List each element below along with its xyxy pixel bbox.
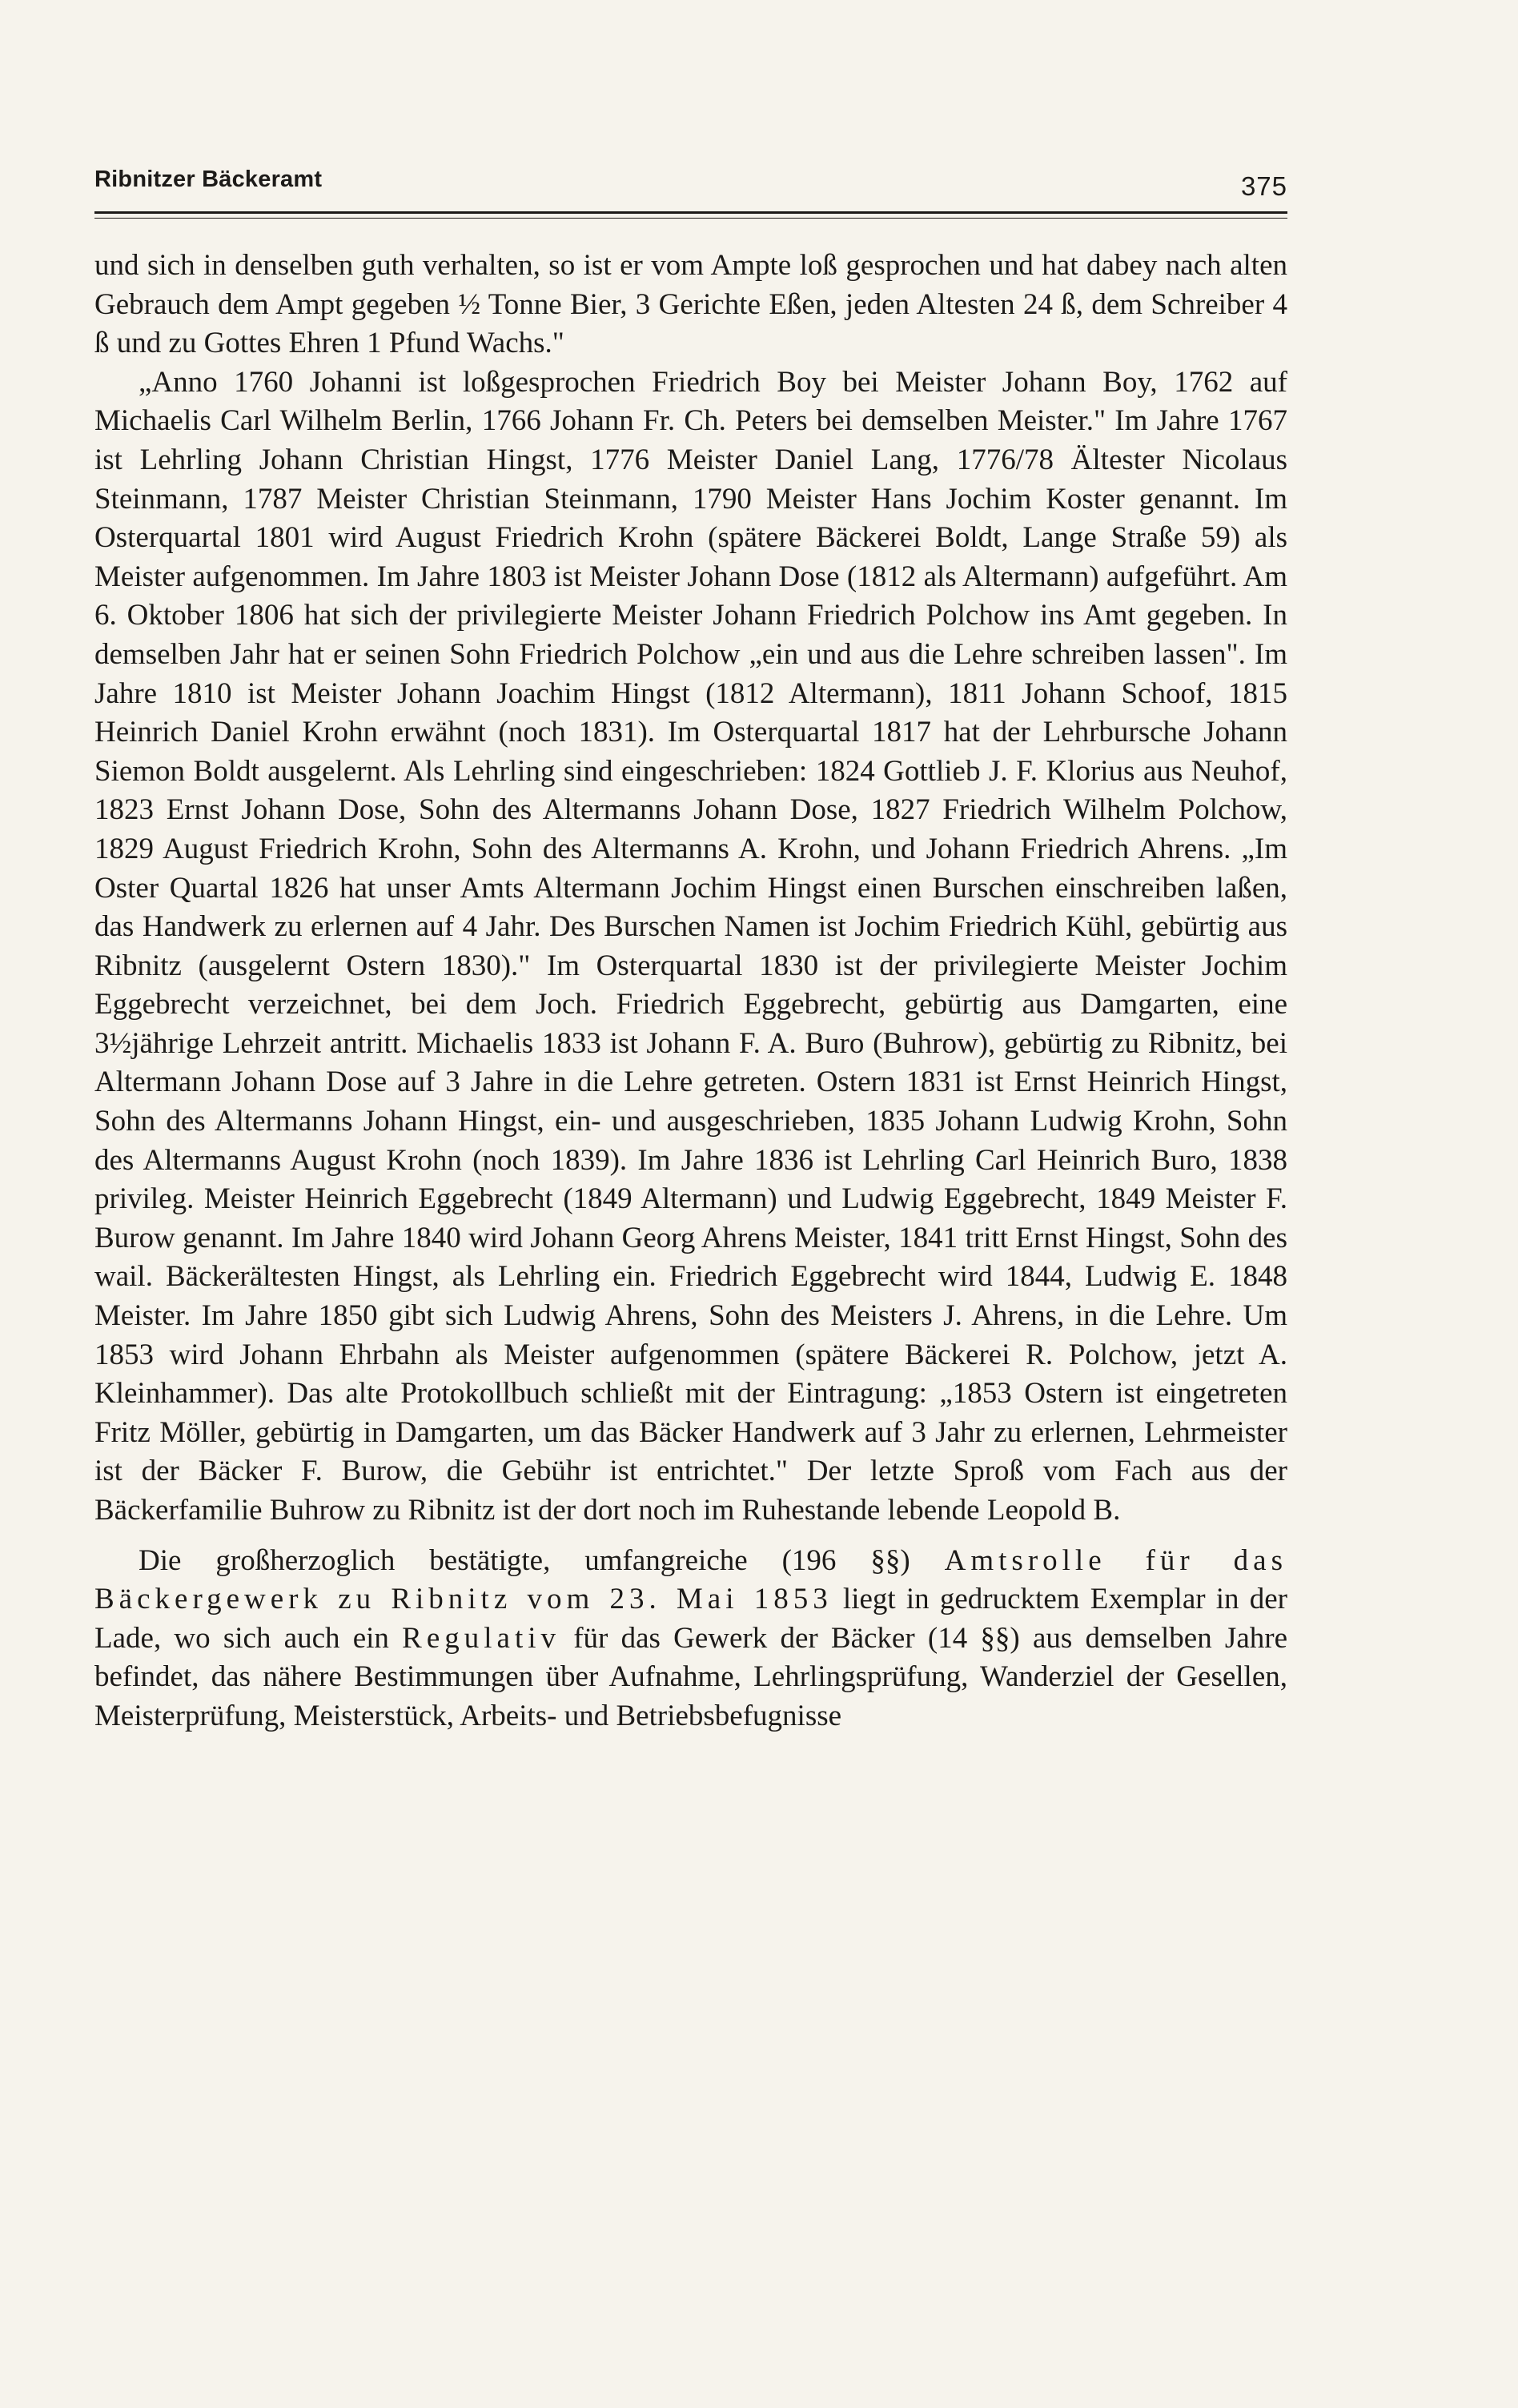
paragraph-3 [94,1542,1287,1736]
paragraph-3-part-1: Die großherzoglich bestätigte, umfangreiche (196 §§) [139,1543,945,1577]
book-page [94,152,1287,1732]
paragraph-2: „Anno 1760 Johanni ist loßgesprochen Friedrich Boy bei Meister Johann Boy, 1762 auf Michaelis Carl Wilhelm Berlin, 1766 Johann Fr. Ch. Peters bei demselben Meister." Im Jahre 1767 ist Lehrling Johann Christian Hingst, 1776 Meister Daniel Lang, 1776/78 Ältester Nicolaus Steinmann, 1787 Meister Christian Steinmann, 1790 Meister Hans Jochim Koster genannt. Im Osterquartal 1801 wird August Friedrich Krohn (spätere Bäckerei Boldt, Lange Straße 59) als Meister aufgenommen. Im Jahre 1803 ist Meister Johann Dose (1812 als Altermann) aufgeführt. Am 6. Oktober 1806 hat sich der privilegierte Meister Johann Friedrich Polchow ins Amt gegeben. In demselben Jahr hat er seinen Sohn Friedrich Polchow „ein und aus die Lehre schreiben lassen". Im Jahre 1810 ist Meister Johann Joachim Hingst (1812 Altermann), 1811 Johann Schoof, 1815 Heinrich Daniel Krohn erwähnt (noch 1831). Im Osterquartal 1817 hat der Lehrbursche Johann Siemon Boldt ausgelernt. Als Lehrling sind eingeschrieben: 1824 Gottlieb J. F. Klorius aus Neuhof, 1823 Ernst Johann Dose, Sohn des Altermanns Johann Dose, 1827 Friedrich Wilhelm Polchow, 1829 August Friedrich Krohn, Sohn des Altermanns A. Krohn, und Johann Friedrich Ahrens. „Im Oster Quartal 1826 hat unser Amts Altermann Jochim Hingst einen Burschen einschreiben laßen, das Handwerk zu erlernen auf 4 Jahr. Des Burschen Namen ist Jochim Friedrich Kühl, gebürtig aus Ribnitz (ausgelernt Ostern 1830)." Im Osterquartal 1830 ist der privilegierte Meister Jochim Eggebrecht verzeichnet, bei dem Joch. Friedrich Eggebrecht, gebürtig aus Damgarten, eine 3½jährige Lehrzeit antritt. Michaelis 1833 ist Johann F. A. Buro (Buhrow), gebürtig zu Ribnitz, bei Altermann Johann Dose auf 3 Jahre in die Lehre getreten. Ostern 1831 ist Ernst Heinrich Hingst, Sohn des Altermanns Johann Hingst, ein- und ausgeschrieben, 1835 Johann Ludwig Krohn, Sohn des Altermanns August Krohn (noch 1839). Im Jahre 1836 ist Lehrling Carl Heinrich Buro, 1838 privileg. Meister Heinrich Eggebrecht (1849 Altermann) und Ludwig Eggebrecht, 1849 Meister F. Burow genannt. Im Jahre 1840 wird Johann Georg Ahrens Meister, 1841 tritt Ernst Hingst, Sohn des wail. Bäckerältesten Hingst, als Lehrling ein. Friedrich Eggebrecht wird 1844, Ludwig E. 1848 Meister. Im Jahre 1850 gibt sich Ludwig Ahrens, Sohn des Meisters J. Ahrens, in die Lehre. Um 1853 wird Johann Ehrbahn als Meister aufgenommen (spätere Bäckerei R. Polchow, jetzt A. Kleinhammer). Das alte Protokollbuch schließt mit der Eintragung: „1853 Ostern ist eingetreten Fritz Möller, gebürtig in Damgarten, um das Bäcker Handwerk auf 3 Jahr zu erlernen, Lehrmeister ist der Bäcker F. Burow, die Gebühr ist entrichtet." Der letzte Sproß vom Fach aus der Bäckerfamilie Buhrow zu Ribnitz ist der dort noch im Ruhestande lebende Leopold B. [94,365,1287,1527]
page-number: 375 [1240,171,1287,201]
paragraph-1: und sich in denselben guth verhalten, so ist er vom Ampte loß gesprochen und hat dabey nach alten Gebrauch dem Ampt gegeben ½ Tonne Bier, 3 Gerichte Eßen, jeden Altesten 24 ß, dem Schreiber 4 ß und zu Gottes Ehren 1 Pfund Wachs." [94,249,1287,360]
running-title: Ribnitzer Bäckeramt [94,167,323,192]
spaced-amtsrolle-title: Amtsrolle für das Bäckergewerk zu Ribnitz vom 23. Mai 1853 [94,1543,1287,1616]
spaced-regulativ: Regulativ [402,1621,561,1655]
paragraph-3-part-3: für das Gewerk der Bäcker (14 §§) aus demselben Jahre befindet, das nähere Bestimmungen über Aufnahme, Lehrlingsprüfung, Wanderziel der Gesellen, Meisterprüfung, Meisterstück, Arbeits- und Betriebsbefugnisse [94,1621,1287,1732]
running-header [94,152,1287,208]
body-text [94,247,1287,1736]
header-rule-thin [94,218,1287,219]
paragraph-3-part-2: liegt in gedrucktem Exemplar in der Lade, wo sich auch ein [94,1583,1287,1655]
header-rule [94,211,1287,214]
